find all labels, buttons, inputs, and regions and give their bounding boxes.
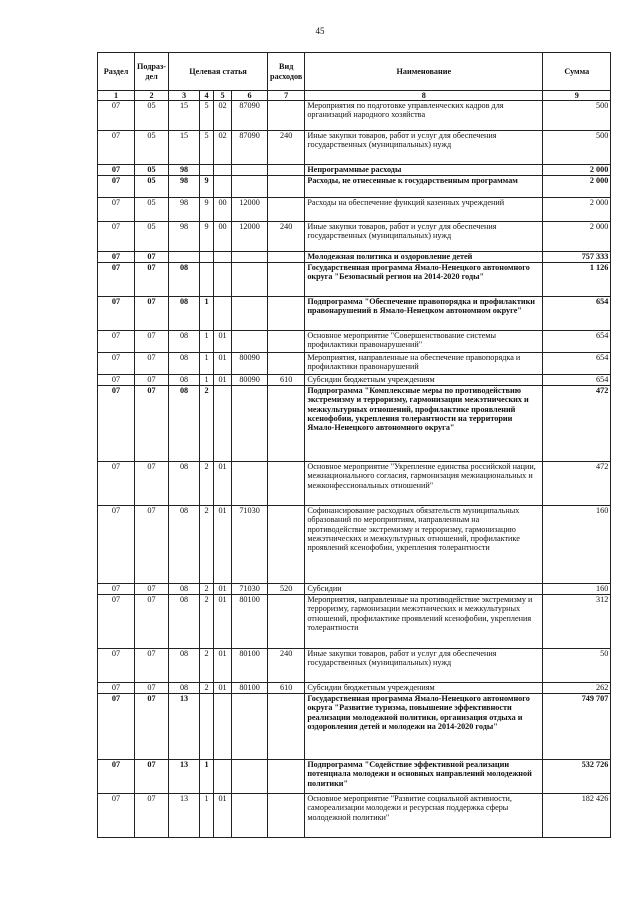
podrazdel-cell: 07 — [135, 331, 169, 353]
razdel-cell: 07 — [98, 506, 135, 584]
podrazdel-cell: 07 — [135, 794, 169, 838]
tselevaya-4-cell: 71030 — [232, 506, 268, 584]
tselevaya-2-cell: 5 — [200, 101, 214, 131]
table-row — [98, 165, 611, 176]
vid-raskhodov-cell: 520 — [268, 584, 305, 595]
vid-raskhodov-cell — [268, 462, 305, 506]
razdel-cell: 07 — [98, 165, 135, 176]
summa-cell: 532 726 — [543, 760, 611, 794]
tselevaya-4-cell — [232, 760, 268, 794]
tselevaya-2-cell: 1 — [200, 353, 214, 375]
tselevaya-2-cell: 1 — [200, 297, 214, 331]
tselevaya-3-cell — [214, 386, 232, 462]
col-number: 9 — [543, 91, 611, 101]
razdel-cell: 07 — [98, 297, 135, 331]
tselevaya-1-cell: 15 — [169, 101, 200, 131]
podrazdel-cell: 07 — [135, 375, 169, 386]
tselevaya-3-cell: 01 — [214, 506, 232, 584]
razdel-cell: 07 — [98, 331, 135, 353]
tselevaya-3-cell: 01 — [214, 683, 232, 694]
tselevaya-3-cell — [214, 176, 232, 198]
podrazdel-cell: 07 — [135, 649, 169, 683]
tselevaya-3-cell: 01 — [214, 649, 232, 683]
tselevaya-1-cell: 08 — [169, 331, 200, 353]
tselevaya-2-cell: 2 — [200, 584, 214, 595]
summa-cell: 500 — [543, 101, 611, 131]
vid-raskhodov-cell — [268, 794, 305, 838]
tselevaya-4-cell: 71030 — [232, 584, 268, 595]
vid-raskhodov-cell — [268, 101, 305, 131]
col-number: 8 — [305, 91, 543, 101]
tselevaya-2-cell: 9 — [200, 198, 214, 222]
tselevaya-2-cell — [200, 694, 214, 760]
razdel-cell: 07 — [98, 386, 135, 462]
tselevaya-4-cell — [232, 176, 268, 198]
razdel-cell: 07 — [98, 198, 135, 222]
tselevaya-4-cell — [232, 462, 268, 506]
summa-cell: 654 — [543, 331, 611, 353]
tselevaya-2-cell: 5 — [200, 131, 214, 165]
summa-cell: 2 000 — [543, 222, 611, 252]
page-number: 45 — [315, 26, 325, 36]
summa-cell: 2 000 — [543, 176, 611, 198]
razdel-cell: 07 — [98, 694, 135, 760]
tselevaya-4-cell: 87090 — [232, 101, 268, 131]
naimenovanie-cell: Расходы, не отнесенные к государственным программам — [305, 176, 543, 198]
podrazdel-cell: 05 — [135, 198, 169, 222]
razdel-cell: 07 — [98, 176, 135, 198]
tselevaya-3-cell: 01 — [214, 331, 232, 353]
naimenovanie-cell: Субсидии — [305, 584, 543, 595]
tselevaya-1-cell: 98 — [169, 165, 200, 176]
table-row — [98, 353, 611, 375]
tselevaya-4-cell: 80090 — [232, 375, 268, 386]
vid-raskhodov-cell — [268, 331, 305, 353]
tselevaya-4-cell: 87090 — [232, 131, 268, 165]
table-row — [98, 263, 611, 297]
col-number: 2 — [135, 91, 169, 101]
tselevaya-4-cell: 80100 — [232, 683, 268, 694]
table-row — [98, 375, 611, 386]
tselevaya-1-cell: 08 — [169, 595, 200, 649]
summa-cell: 2 000 — [543, 165, 611, 176]
vid-raskhodov-cell: 610 — [268, 683, 305, 694]
tselevaya-2-cell — [200, 165, 214, 176]
naimenovanie-cell: Иные закупки товаров, работ и услуг для обеспечения государственных (муниципальных) нужд — [305, 649, 543, 683]
tselevaya-3-cell: 00 — [214, 198, 232, 222]
header-podrazdel: Подраз- дел — [135, 53, 169, 91]
vid-raskhodov-cell — [268, 506, 305, 584]
vid-raskhodov-cell — [268, 595, 305, 649]
tselevaya-2-cell — [200, 252, 214, 263]
tselevaya-4-cell: 12000 — [232, 222, 268, 252]
naimenovanie-cell: Мероприятия, направленные на обеспечение правопорядка и профилактики правонарушений — [305, 353, 543, 375]
table-row — [98, 760, 611, 794]
vid-raskhodov-cell — [268, 263, 305, 297]
table-row — [98, 794, 611, 838]
tselevaya-3-cell — [214, 297, 232, 331]
tselevaya-1-cell: 08 — [169, 297, 200, 331]
tselevaya-2-cell: 2 — [200, 683, 214, 694]
podrazdel-cell: 07 — [135, 760, 169, 794]
razdel-cell: 07 — [98, 683, 135, 694]
vid-raskhodov-cell — [268, 760, 305, 794]
vid-raskhodov-cell: 240 — [268, 649, 305, 683]
razdel-cell: 07 — [98, 222, 135, 252]
naimenovanie-cell: Софинансирование расходных обязательств муниципальных образований по мероприятиям, направленным на противодействие экстремизму и терроризму, гармонизацию межэтнических и межкультурных отношений, профилактике проявлений ксенофобии, укрепления толерантности — [305, 506, 543, 584]
col-number: 4 — [200, 91, 214, 101]
vid-raskhodov-cell — [268, 252, 305, 263]
razdel-cell: 07 — [98, 375, 135, 386]
tselevaya-1-cell: 08 — [169, 649, 200, 683]
tselevaya-3-cell: 01 — [214, 462, 232, 506]
podrazdel-cell: 05 — [135, 176, 169, 198]
tselevaya-3-cell — [214, 165, 232, 176]
tselevaya-3-cell: 01 — [214, 794, 232, 838]
tselevaya-4-cell: 80100 — [232, 649, 268, 683]
naimenovanie-cell: Подпрограмма "Содействие эффективной реализации потенциала молодежи и основных направлений молодежной политики" — [305, 760, 543, 794]
tselevaya-1-cell: 98 — [169, 198, 200, 222]
vid-raskhodov-cell — [268, 353, 305, 375]
summa-cell: 312 — [543, 595, 611, 649]
tselevaya-1-cell: 08 — [169, 584, 200, 595]
vid-raskhodov-cell: 610 — [268, 375, 305, 386]
tselevaya-3-cell: 01 — [214, 353, 232, 375]
naimenovanie-cell: Государственная программа Ямало-Ненецкого автономного округа "Развитие туризма, повышение эффективности реализации молодежной политики, организация отдыха и оздоровления детей и молодежи на 2014-2020 годы" — [305, 694, 543, 760]
tselevaya-4-cell — [232, 331, 268, 353]
razdel-cell: 07 — [98, 760, 135, 794]
tselevaya-1-cell: 98 — [169, 222, 200, 252]
header-vid-raskhodov: Вид расходов — [268, 53, 305, 91]
razdel-cell: 07 — [98, 462, 135, 506]
naimenovanie-cell: Субсидии бюджетным учреждениям — [305, 683, 543, 694]
razdel-cell: 07 — [98, 353, 135, 375]
tselevaya-3-cell — [214, 760, 232, 794]
summa-cell: 160 — [543, 506, 611, 584]
header-razdel: Раздел — [98, 53, 135, 91]
table-row — [98, 176, 611, 198]
razdel-cell: 07 — [98, 595, 135, 649]
table-row — [98, 506, 611, 584]
tselevaya-4-cell: 80090 — [232, 353, 268, 375]
summa-cell: 1 126 — [543, 263, 611, 297]
podrazdel-cell: 07 — [135, 297, 169, 331]
table-row — [98, 649, 611, 683]
vid-raskhodov-cell — [268, 386, 305, 462]
tselevaya-3-cell — [214, 694, 232, 760]
tselevaya-2-cell: 1 — [200, 331, 214, 353]
tselevaya-4-cell — [232, 252, 268, 263]
summa-cell: 160 — [543, 584, 611, 595]
podrazdel-cell: 07 — [135, 694, 169, 760]
naimenovanie-cell: Субсидии бюджетным учреждениям — [305, 375, 543, 386]
col-number: 5 — [214, 91, 232, 101]
table-row — [98, 131, 611, 165]
tselevaya-4-cell — [232, 386, 268, 462]
naimenovanie-cell: Иные закупки товаров, работ и услуг для обеспечения государственных (муниципальных) нужд — [305, 222, 543, 252]
table-row — [98, 683, 611, 694]
table-row — [98, 101, 611, 131]
tselevaya-3-cell: 02 — [214, 101, 232, 131]
podrazdel-cell: 07 — [135, 252, 169, 263]
naimenovanie-cell: Мероприятия, направленные на противодействие экстремизму и терроризму, гармонизации межэтнических и межкультурных отношений, профилактике проявлений ксенофобии, укрепления толерантности — [305, 595, 543, 649]
naimenovanie-cell: Иные закупки товаров, работ и услуг для обеспечения государственных (муниципальных) нужд — [305, 131, 543, 165]
budget-table — [97, 52, 611, 838]
tselevaya-3-cell: 02 — [214, 131, 232, 165]
tselevaya-4-cell — [232, 794, 268, 838]
naimenovanie-cell: Подпрограмма "Комплексные меры по противодействию экстремизму и терроризму, гармонизации межэтнических и межкультурных отношений, профилактике проявлений ксенофобии, укрепления толерантности на территории Ямало-Ненецкого автономного округа" — [305, 386, 543, 462]
table-row — [98, 198, 611, 222]
table-row — [98, 252, 611, 263]
naimenovanie-cell: Основное мероприятие "Развитие социальной активности, самореализации молодежи и ресурсная поддержка сферы молодежной политики" — [305, 794, 543, 838]
summa-cell: 262 — [543, 683, 611, 694]
col-number: 1 — [98, 91, 135, 101]
razdel-cell: 07 — [98, 252, 135, 263]
summa-cell: 50 — [543, 649, 611, 683]
tselevaya-4-cell: 12000 — [232, 198, 268, 222]
tselevaya-1-cell — [169, 252, 200, 263]
tselevaya-1-cell: 13 — [169, 794, 200, 838]
podrazdel-cell: 05 — [135, 165, 169, 176]
header-tselevaya-statya: Целевая статья — [169, 53, 268, 91]
podrazdel-cell: 07 — [135, 462, 169, 506]
table-row — [98, 462, 611, 506]
tselevaya-4-cell — [232, 694, 268, 760]
vid-raskhodov-cell — [268, 176, 305, 198]
vid-raskhodov-cell — [268, 165, 305, 176]
summa-cell: 654 — [543, 375, 611, 386]
podrazdel-cell: 07 — [135, 506, 169, 584]
summa-cell: 472 — [543, 462, 611, 506]
naimenovanie-cell: Молодежная политика и оздоровление детей — [305, 252, 543, 263]
tselevaya-1-cell: 08 — [169, 462, 200, 506]
podrazdel-cell: 07 — [135, 386, 169, 462]
summa-cell: 749 707 — [543, 694, 611, 760]
tselevaya-2-cell: 1 — [200, 794, 214, 838]
naimenovanie-cell: Основное мероприятие "Укрепление единства российской нации, межнационального согласия, гармонизация межнациональных и межконфессиональных отношений" — [305, 462, 543, 506]
vid-raskhodov-cell — [268, 297, 305, 331]
col-number: 6 — [232, 91, 268, 101]
tselevaya-2-cell: 2 — [200, 506, 214, 584]
podrazdel-cell: 07 — [135, 595, 169, 649]
tselevaya-3-cell — [214, 252, 232, 263]
tselevaya-2-cell: 2 — [200, 595, 214, 649]
tselevaya-4-cell: 80100 — [232, 595, 268, 649]
razdel-cell: 07 — [98, 263, 135, 297]
tselevaya-2-cell: 2 — [200, 462, 214, 506]
naimenovanie-cell: Расходы на обеспечение функций казенных учреждений — [305, 198, 543, 222]
podrazdel-cell: 05 — [135, 222, 169, 252]
table-row — [98, 297, 611, 331]
tselevaya-3-cell: 01 — [214, 375, 232, 386]
tselevaya-1-cell: 08 — [169, 353, 200, 375]
razdel-cell: 07 — [98, 649, 135, 683]
tselevaya-1-cell: 08 — [169, 386, 200, 462]
naimenovanie-cell: Непрограммные расходы — [305, 165, 543, 176]
vid-raskhodov-cell: 240 — [268, 131, 305, 165]
summa-cell: 472 — [543, 386, 611, 462]
tselevaya-1-cell: 98 — [169, 176, 200, 198]
naimenovanie-cell: Мероприятия по подготовке управленческих кадров для организаций народного хозяйства — [305, 101, 543, 131]
vid-raskhodov-cell: 240 — [268, 222, 305, 252]
summa-cell: 757 333 — [543, 252, 611, 263]
header-row — [98, 53, 611, 91]
summa-cell: 182 426 — [543, 794, 611, 838]
tselevaya-2-cell: 1 — [200, 375, 214, 386]
podrazdel-cell: 07 — [135, 263, 169, 297]
naimenovanie-cell: Государственная программа Ямало-Ненецкого автономного округа "Безопасный регион на 2014-2020 годы" — [305, 263, 543, 297]
vid-raskhodov-cell — [268, 694, 305, 760]
tselevaya-3-cell: 01 — [214, 584, 232, 595]
col-number: 3 — [169, 91, 200, 101]
razdel-cell: 07 — [98, 101, 135, 131]
razdel-cell: 07 — [98, 131, 135, 165]
tselevaya-2-cell: 1 — [200, 760, 214, 794]
table-row — [98, 694, 611, 760]
tselevaya-2-cell: 9 — [200, 176, 214, 198]
razdel-cell: 07 — [98, 584, 135, 595]
table-row — [98, 222, 611, 252]
tselevaya-1-cell: 08 — [169, 506, 200, 584]
naimenovanie-cell: Основное мероприятие "Совершенствование системы профилактики правонарушений" — [305, 331, 543, 353]
tselevaya-3-cell — [214, 263, 232, 297]
summa-cell: 654 — [543, 297, 611, 331]
column-number-row — [98, 91, 611, 101]
tselevaya-2-cell: 9 — [200, 222, 214, 252]
vid-raskhodov-cell — [268, 198, 305, 222]
tselevaya-2-cell — [200, 263, 214, 297]
tselevaya-2-cell: 2 — [200, 649, 214, 683]
tselevaya-2-cell: 2 — [200, 386, 214, 462]
table-row — [98, 331, 611, 353]
tselevaya-1-cell: 08 — [169, 263, 200, 297]
podrazdel-cell: 05 — [135, 131, 169, 165]
table-row — [98, 584, 611, 595]
table-row — [98, 386, 611, 462]
summa-cell: 654 — [543, 353, 611, 375]
podrazdel-cell: 05 — [135, 101, 169, 131]
tselevaya-1-cell: 08 — [169, 375, 200, 386]
tselevaya-1-cell: 08 — [169, 683, 200, 694]
podrazdel-cell: 07 — [135, 353, 169, 375]
header-naimenovanie: Наименование — [305, 53, 543, 91]
col-number: 7 — [268, 91, 305, 101]
tselevaya-3-cell: 00 — [214, 222, 232, 252]
razdel-cell: 07 — [98, 794, 135, 838]
summa-cell: 500 — [543, 131, 611, 165]
tselevaya-1-cell: 13 — [169, 694, 200, 760]
table-row — [98, 595, 611, 649]
header-summa: Сумма — [543, 53, 611, 91]
tselevaya-4-cell — [232, 165, 268, 176]
tselevaya-4-cell — [232, 263, 268, 297]
summa-cell: 2 000 — [543, 198, 611, 222]
tselevaya-3-cell: 01 — [214, 595, 232, 649]
podrazdel-cell: 07 — [135, 584, 169, 595]
tselevaya-4-cell — [232, 297, 268, 331]
tselevaya-1-cell: 13 — [169, 760, 200, 794]
naimenovanie-cell: Подпрограмма "Обеспечение правопорядка и профилактики правонарушений в Ямало-Ненецком автономном округе" — [305, 297, 543, 331]
tselevaya-1-cell: 15 — [169, 131, 200, 165]
podrazdel-cell: 07 — [135, 683, 169, 694]
